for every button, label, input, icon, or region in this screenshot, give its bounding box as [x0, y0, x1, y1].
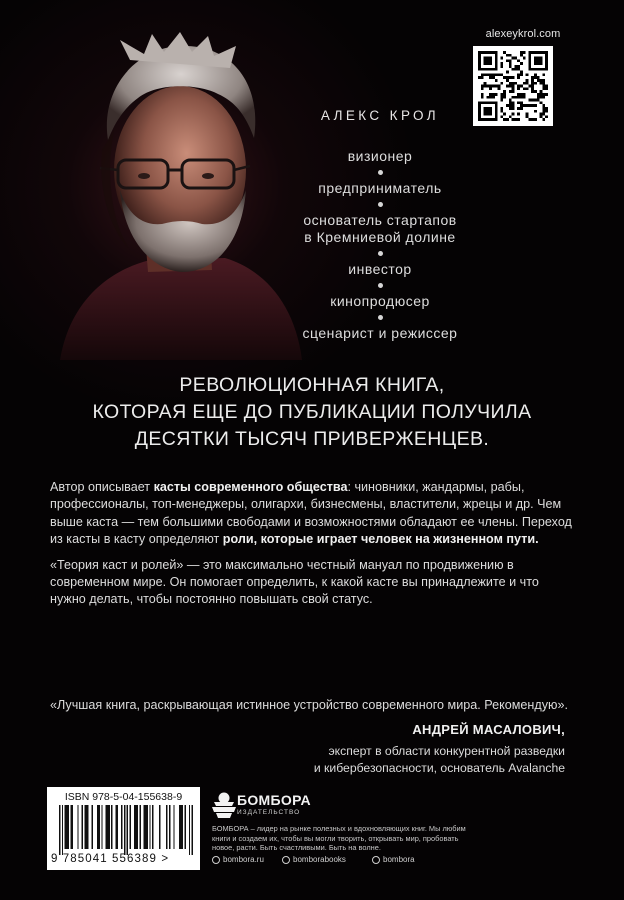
role-item: сценарист и режиссер	[302, 325, 458, 341]
quote-author: АНДРЕЙ МАСАЛОВИЧ,	[412, 722, 565, 737]
site-url[interactable]: alexeykrol.com	[485, 28, 561, 40]
publisher-name: БОМБОРА	[237, 792, 311, 808]
role-item: основатель стартапов в Кремниевой долине	[303, 212, 457, 245]
vk-link[interactable]	[282, 855, 346, 864]
paragraph-1	[50, 479, 574, 549]
bold-run: роли, которые играет человек на жизненном пути.	[222, 532, 539, 547]
bullet-dot	[378, 202, 383, 207]
description	[50, 479, 574, 617]
isbn-text: ISBN 978-5-04-155638-9	[64, 791, 183, 803]
headline-line: КОТОРАЯ ЕЩЕ ДО ПУБЛИКАЦИИ ПОЛУЧИЛА	[92, 401, 532, 423]
telegram-icon	[372, 856, 380, 864]
bullet-dot	[378, 283, 383, 288]
role-line: эксперт в области конкурентной разведки	[328, 744, 565, 758]
role-item: инвестор	[348, 261, 412, 277]
role-item: визионер	[347, 148, 413, 164]
barcode	[47, 787, 200, 870]
headline-line: ДЕСЯТКИ ТЫСЯЧ ПРИВЕРЖЕНЦЕВ.	[134, 428, 490, 450]
globe-icon	[212, 856, 220, 864]
role-item: предприниматель	[318, 180, 442, 196]
bullet-dot	[378, 170, 383, 175]
author-name: АЛЕКС КРОЛ	[320, 108, 440, 123]
author-roles-list	[262, 148, 498, 342]
testimonial-quote: «Лучшая книга, раскрывающая истинное устройство современного мира. Рекомендую».	[50, 698, 568, 712]
barcode-bars	[59, 805, 193, 855]
role-item: кинопродюсер	[330, 293, 430, 309]
website-link[interactable]	[212, 855, 264, 864]
publisher-subtitle: ИЗДАТЕЛЬСТВО	[237, 809, 301, 816]
text-run: Автор описывает	[50, 480, 154, 494]
bullet-dot	[378, 315, 383, 320]
headline-line: РЕВОЛЮЦИОННАЯ КНИГА,	[179, 374, 445, 396]
role-line: и кибербезопасности, основатель Avalanche	[313, 761, 565, 775]
bombora-logo-icon	[212, 790, 236, 820]
quote-author-role	[200, 743, 565, 777]
paragraph-2: «Теория каст и ролей» — это максимально честный мануал по продвижению в современном мире. Он помогает определить, к какой касте вы принадлежите и что нужно делать, чтобы постоянно повышать свой статус.	[50, 557, 539, 607]
link-label: bombora.ru	[223, 855, 264, 864]
text-run: : чиновники, жандармы, рабы, профессионалы, топ-менеджеры, олигархи, бизнесмены, властители, жрецы и др. Чем выше каста — тем большими свободами и возможностями обладают ее члены. Переход из касты в касту определяют	[50, 480, 572, 547]
barcode-digits: 9 785041 556389 >	[51, 853, 170, 865]
social-link[interactable]	[372, 855, 415, 864]
bullet-dot	[378, 251, 383, 256]
headline	[20, 372, 604, 453]
link-label: bombora	[383, 855, 415, 864]
vk-icon	[282, 856, 290, 864]
link-label: bomborabooks	[293, 855, 346, 864]
publisher-description: БОМБОРА – лидер на рынке полезных и вдохновляющих книг. Мы любим книги и создаем их, чтобы вы могли творить, открывать мир, пробовать новое, расти. Быть счастливыми. Быть на волне.	[212, 824, 466, 853]
publisher-links	[212, 855, 472, 867]
bold-run: касты современного общества	[153, 480, 348, 494]
